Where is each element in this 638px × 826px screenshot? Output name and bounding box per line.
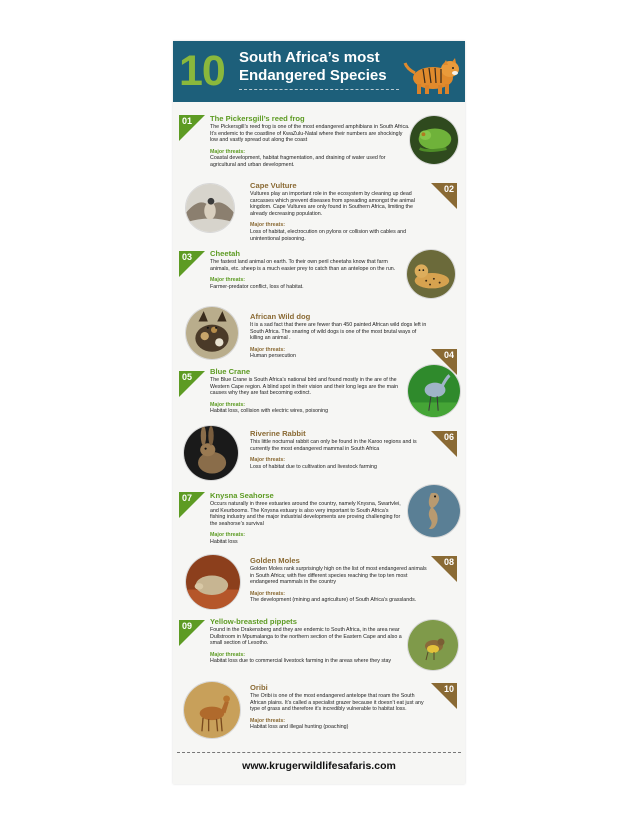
oribi-photo (183, 681, 241, 739)
species-description: It is a sad fact that there are fewer than 450 painted African wild dogs left in South Africa. The snaring of wild dogs is one of the most brutal ways of killing an animal . (250, 322, 427, 342)
threats-text: Loss of habitat, electrocution on pylons or collision with cables and unintentional poisoning. (250, 228, 407, 242)
species-text-01 (210, 114, 410, 169)
threats-text: Coastal development, habitat fragmentation, and draining of water used for agricultural and urban development. (210, 155, 386, 168)
species-text-09 (210, 617, 405, 665)
infographic-poster (173, 41, 465, 784)
threats-label: Major threats: (250, 717, 286, 724)
threats-label: Major threats: (250, 346, 286, 353)
golden-mole-photo (185, 554, 241, 610)
threats-text: Human persecution (250, 353, 296, 360)
number-tag-07: 07 (179, 492, 205, 518)
number-tag-10: 10 (431, 683, 457, 709)
tiger-image (403, 51, 463, 95)
species-name: Golden Moles (250, 556, 300, 565)
species-name: Oribi (250, 683, 268, 692)
threats-label: Major threats: (210, 651, 246, 658)
header-banner (173, 41, 465, 102)
species-text-05 (210, 367, 405, 415)
species-description: The Blue Crane is South Africa’s national bird and found mostly in the are of the Western Cape region. A blind spot in their vision and their long legs are the main causes why they are fast becoming extinct. (210, 377, 399, 397)
threats-label: Major threats: (250, 457, 286, 464)
page-title (239, 49, 409, 85)
species-name: Knysna Seahorse (210, 491, 274, 500)
species-text-02 (250, 181, 430, 242)
threats-text: The development (mining and agriculture) of South Africa’s grasslands. (250, 597, 417, 604)
species-text-06 (250, 429, 430, 470)
number-tag-09: 09 (179, 620, 205, 646)
number-tag-05: 05 (179, 371, 205, 397)
header-number: 10 (179, 47, 225, 95)
species-description: Golden Moles rank surprisingly high on the list of most endangered animals in South Africa; with five different species reaching the top ten most endangered mammals in the country (250, 566, 427, 586)
species-description: The Pickersgill’s reed frog is one of the most endangered amphibians in South Africa. It’s endemic to the coastline of KwaZulu-Natal where their numbers are shockingly low and vastly spread out along the coast (210, 124, 410, 144)
species-name: Yellow-breasted pippets (210, 617, 297, 626)
cheetah-photo (406, 249, 456, 299)
threats-label: Major threats: (210, 401, 246, 408)
footer-divider (177, 752, 461, 753)
species-text-04 (250, 312, 428, 360)
species-description: Found in the Drakensberg and they are endemic to South Africa, in the area near Dullstroom in Mpumalanga to the northern section of the Eastern Cape and also a small section of Lesotho. (210, 627, 402, 647)
species-name: Blue Crane (210, 367, 251, 376)
number-tag-06: 06 (431, 431, 457, 457)
threats-label: Major threats: (250, 222, 286, 229)
threats-text: Habitat loss, collision with electric wires, poisoning (210, 408, 329, 415)
species-name: Cheetah (210, 249, 240, 258)
yellow-breasted-pipit-photo (407, 619, 459, 671)
threats-text: Habitat loss due to commercial livestock farming in the areas where they stay (210, 658, 392, 665)
species-description: The Oribi is one of the most endangered antelope that roam the South African plains. It’s called a specialist grazer because it doesn’t eat just any type of grass and therefore it’s incredibly vulnerable to habitat loss. (250, 693, 424, 713)
species-name: Riverine Rabbit (250, 429, 306, 438)
riverine-rabbit-photo (183, 425, 239, 481)
threats-text: Habitat loss (210, 538, 238, 545)
species-description: This little nocturnal rabbit can only be found in the Karoo regions and is currently the most endangered mammal in South Africa (250, 439, 417, 452)
species-text-10 (250, 683, 430, 731)
threats-label: Major threats: (210, 532, 246, 539)
species-description: Occurs naturally in three estuaries around the country, namely Knysna, Swartvlei, and Keurbooms. The Knysna estuary is also very important to South Africa’s fishing industry and the major industrial developments are proving challenging for the seahorse’s survival (210, 501, 401, 527)
title-line-2: Endangered Species (239, 67, 387, 84)
species-description: The fastest land animal on earth. To their own peril cheetahs know that farm animals, etc. sheep is a much easier prey to catch than an antelope on the run. (210, 259, 396, 272)
species-name: Cape Vulture (250, 181, 297, 190)
species-description: Vultures play an important role in the ecosystem by cleaning up dead carcasses which prevent diseases from spreading amongst the animal kingdom. Cape Vultures are only found in Southern Africa, limiting the already decreasing population. (250, 191, 415, 217)
reed-frog-photo (409, 115, 459, 165)
number-tag-04: 04 (431, 349, 457, 375)
threats-label: Major threats: (210, 277, 246, 284)
threats-text: Farmer-predator conflict, loss of habitat. (210, 283, 304, 290)
number-tag-01: 01 (179, 115, 205, 141)
cape-vulture-photo (185, 183, 235, 233)
threats-text: Habitat loss and illegal hunting (poaching) (250, 724, 349, 731)
species-text-08 (250, 556, 430, 604)
knysna-seahorse-photo (407, 484, 461, 538)
species-name: The Pickersgill’s reed frog (210, 114, 305, 123)
threats-label: Major threats: (250, 590, 286, 597)
threats-text: Loss of habitat due to cultivation and livestock farming (250, 463, 377, 470)
threats-label: Major threats: (210, 148, 246, 155)
wild-dog-photo (185, 306, 239, 360)
number-tag-02: 02 (431, 183, 457, 209)
blue-crane-photo (407, 364, 461, 418)
number-tag-03: 03 (179, 251, 205, 277)
title-line-1: South Africa’s most (239, 49, 380, 66)
website-url[interactable]: www.krugerwildlifesafaris.com (242, 760, 396, 772)
species-text-07 (210, 491, 405, 546)
species-text-03 (210, 249, 405, 290)
number-tag-08: 08 (431, 556, 457, 582)
header-divider (239, 89, 399, 90)
species-name: African Wild dog (250, 312, 311, 321)
